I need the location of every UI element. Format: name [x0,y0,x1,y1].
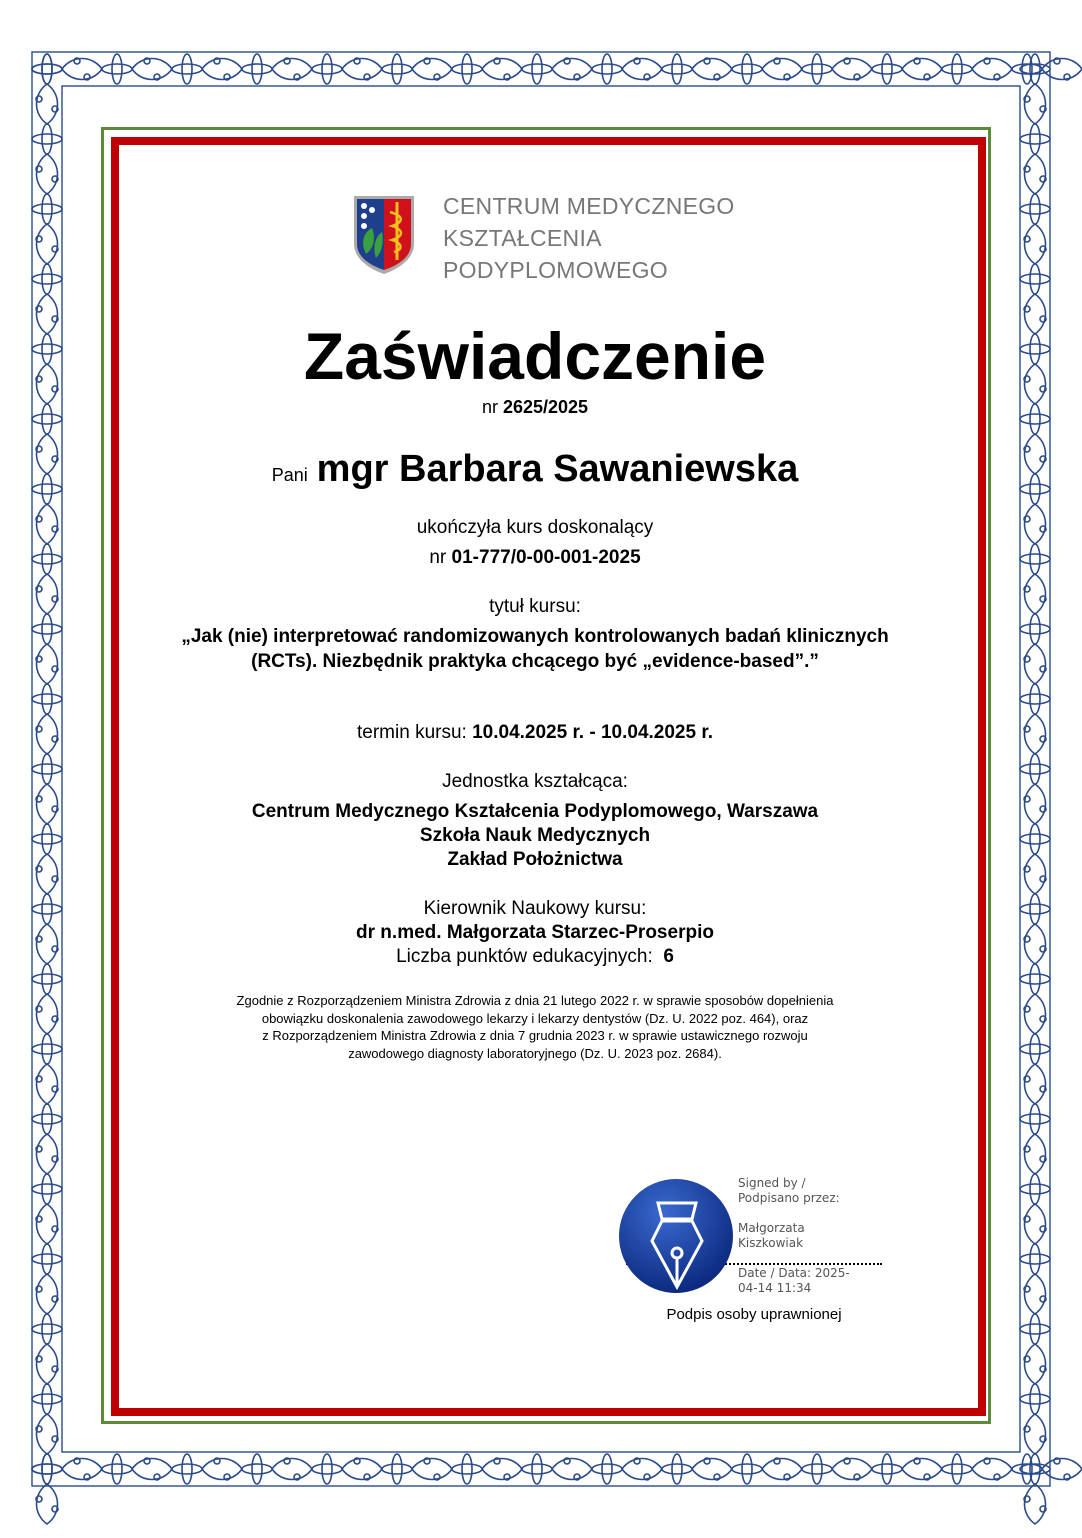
education-points [120,946,950,968]
ornament-motif [1020,1244,1050,1314]
ornament-motif [32,264,62,334]
ornament-motif [32,474,62,544]
ornament-motif [1020,684,1050,754]
ornament-motif [942,54,1012,84]
ornament-motif [32,1244,62,1314]
recipient-name: mgr Barbara Sawaniewska [316,448,799,490]
ornament-motif [802,54,872,84]
ornament-motif [32,824,62,894]
course-number [120,547,950,569]
ornament-motif [1012,54,1082,84]
ornament-motif [1020,824,1050,894]
ornament-motif [102,54,172,84]
signature-caption: Podpis osoby uprawnionej [666,1306,842,1323]
ornament-motif [1020,404,1050,474]
ornament-motif [662,54,732,84]
course-title-label: tytuł kursu: [489,596,581,617]
salutation: Pani [271,465,308,485]
ornament-motif [1020,264,1050,334]
ornament-motif [662,1454,732,1484]
logo-line: KSZTAŁCENIA [443,225,602,251]
ornament-motif [1020,194,1050,264]
unit-line: Centrum Medycznego Kształcenia Podyplomowego, Warszawa [251,801,819,822]
ornament-motif [32,194,62,264]
ornament-motif [592,54,662,84]
ornament-motif [32,54,62,124]
points-label: Liczba punktów edukacyjnych: [396,946,653,967]
ornament-motif [872,1454,942,1484]
ornament-motif [1020,334,1050,404]
ornament-motif [942,1454,1012,1484]
legal-line: obowiązku doskonalenia zawodowego lekarzy i lekarzy dentystów (Dz. U. 2022 poz. 464), oraz [261,1011,809,1026]
course-number-prefix: nr [429,547,447,568]
ornament-motif [32,964,62,1034]
ornament-motif [32,334,62,404]
completed-text: ukończyła kurs doskonalący [416,517,654,538]
ornament-motif [312,1454,382,1484]
ornament-motif [32,404,62,474]
ornament-motif [1020,754,1050,824]
ornament-motif [452,54,522,84]
ornament-motif [172,54,242,84]
number-prefix: nr [481,397,498,417]
ornament-motif [1020,964,1050,1034]
term-label: termin kursu: [357,722,467,743]
signer-first-name: Małgorzata [738,1221,805,1235]
ornament-motif [522,1454,592,1484]
cmkp-shield-logo [352,194,416,276]
signed-by: Signed by / [738,1176,806,1190]
ornament-motif [382,1454,452,1484]
ornament-motif [172,1454,242,1484]
ornament-motif [32,614,62,684]
unit-line: Szkoła Nauk Medycznych [419,825,651,846]
unit-line: Zakład Położnictwa [447,849,623,870]
ornament-motif [32,1314,62,1384]
ornament-motif [592,1454,662,1484]
signature-info [738,1176,850,1296]
ornament-motif [1020,1104,1050,1174]
ornament-motif [1020,894,1050,964]
ornament-motif [1020,1174,1050,1244]
ornament-motif [1020,614,1050,684]
ornament-motif [32,1454,62,1524]
legal-line: z Rozporządzeniem Ministra Zdrowia z dnia 7 grudnia 2023 r. w sprawie ustawicznego rozwoju [262,1028,808,1043]
ornament-motif [102,1454,172,1484]
ornament-motif [872,54,942,84]
ornament-motif [1020,1384,1050,1454]
signature-date: 04-14 11:34 [738,1281,812,1295]
course-number-value: 01-777/0-00-001-2025 [451,547,641,568]
signed-by: Podpisano przez: [738,1191,840,1205]
ornament-motif [32,1384,62,1454]
ornament-motif [242,54,312,84]
ornament-motif [732,1454,802,1484]
signature-date: Date / Data: 2025- [738,1266,850,1280]
ornament-motif [732,54,802,84]
institution-logo-text [443,190,735,286]
pen-nib-icon [618,1175,736,1297]
ornament-motif [1020,544,1050,614]
ornament-motif [32,894,62,964]
ornament-motif [452,1454,522,1484]
ornament-motif [32,1174,62,1244]
logo-line: CENTRUM MEDYCZNEGO [443,193,735,219]
term-value: 10.04.2025 r. - 10.04.2025 r. [472,722,713,743]
ornament-motif [32,1034,62,1104]
ornament-motif [382,54,452,84]
ornament-motif [32,684,62,754]
ornament-motif [1020,124,1050,194]
course-term [120,722,950,744]
legal-line: Zgodnie z Rozporządzeniem Ministra Zdrowia z dnia 21 lutego 2022 r. w sprawie sposobów dopełnienia [236,993,834,1008]
ornament-motif [1012,1454,1082,1484]
director-name: dr n.med. Małgorzata Starzec-Proserpio [356,922,714,943]
ornament-motif [312,54,382,84]
logo-line: PODYPLOMOWEGO [443,257,668,283]
ornament-motif [1020,1034,1050,1104]
ornament-motif [802,1454,872,1484]
certificate-title: Zaświadczenie [303,319,767,393]
signer-last-name: Kiszkowiak [738,1236,804,1250]
ornament-motif [1020,1314,1050,1384]
recipient [120,448,950,491]
ornament-motif [242,1454,312,1484]
unit-label: Jednostka kształcąca: [442,771,628,792]
number-value: 2625/2025 [502,397,589,417]
course-title-line: (RCTs). Niezbędnik praktyka chcącego być „evidence-based”.” [251,651,819,672]
certificate-number [120,397,950,418]
ornament-motif [522,54,592,84]
ornament-motif [32,544,62,614]
legal-line: zawodowego diagnosty laboratoryjnego (Dz. U. 2023 poz. 2684). [348,1046,722,1061]
ornament-motif [32,1104,62,1174]
ornament-motif [32,754,62,824]
ornament-motif [1020,474,1050,544]
director-label: Kierownik Naukowy kursu: [423,898,647,919]
points-value: 6 [663,946,674,967]
course-title-line: „Jak (nie) interpretować randomizowanych kontrolowanych badań klinicznych [181,626,889,647]
ornament-motif [32,124,62,194]
